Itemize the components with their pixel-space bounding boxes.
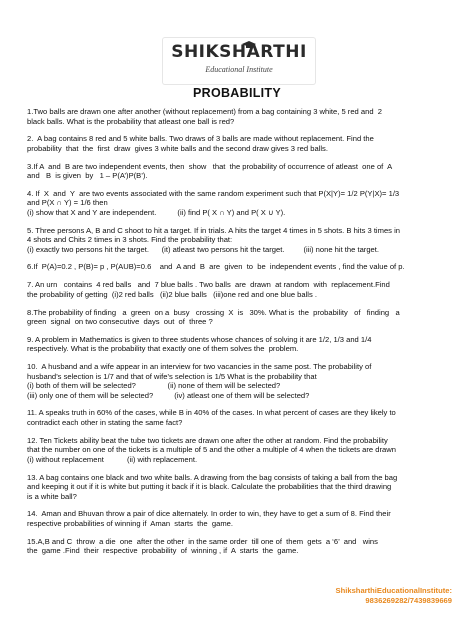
question-line: (i) exactly two persons hit the target. (it) atleast two persons hit the target. (iii) none hit the target. — [27, 244, 380, 254]
question-line: 13. A bag contains one black and two white balls. A drawing from the bag consists of taking a ball from the bag — [27, 472, 398, 482]
question-line: (i) without replacement (ii) with replacement. — [27, 454, 198, 464]
question-line: 12. Ten Tickets ability beat the tube two tickets are drawn one after the other at random. Find the probability — [27, 435, 388, 445]
question-item — [27, 362, 455, 400]
footer-phone: 9836269282/7439839669 — [365, 596, 452, 605]
question-item — [27, 134, 455, 153]
question-line: (i) show that X and Y are independent. (ii) find P( X ∩ Y) and P( X ∪ Y). — [27, 207, 286, 217]
question-item — [27, 280, 455, 299]
question-item — [27, 107, 455, 126]
question-line: 15.A,B and C throw a die one after the other in the same order till one of them gets a ‘6’ and wins — [27, 536, 378, 546]
question-line: 2. A bag contains 8 red and 5 white balls. Two draws of 3 balls are made without replacement. Find the — [27, 134, 374, 144]
question-line: 14. Aman and Bhuvan throw a pair of dice alternately. In order to win, they have to get a sum of 8. Find their — [27, 509, 391, 519]
question-item — [27, 408, 455, 427]
question-line: and keeping it out if it is white but putting it back if it is black. Calculate the probabilities that the third drawing — [27, 482, 392, 492]
question-line: is a white ball? — [27, 491, 77, 501]
question-line: contradict each other in stating the same fact? — [27, 417, 183, 427]
question-line: the game .Find their respective probability of winning , if A starts the game. — [27, 546, 299, 556]
question-line: (iii) only one of them will be selected? (iv) atleast one of them will be selected? — [27, 390, 310, 400]
question-line: green signal on two consecutive days out of three ? — [27, 317, 213, 327]
question-line: respective probabilities of winning if Aman starts the game. — [27, 518, 233, 528]
question-line: 10. A husband and a wife appear in an interview for two vacancies in the same post. The probability of — [27, 362, 372, 372]
institute-logo — [163, 38, 315, 84]
question-line: 7. An urn contains 4 red balls and 7 blue balls . Two balls are drawn at random with replacement.Find — [27, 280, 390, 290]
question-line: and B is given by 1 – P(A’)P(B’). — [27, 171, 148, 181]
contact-footer — [336, 586, 452, 606]
question-item — [27, 509, 455, 528]
question-item — [27, 262, 455, 272]
question-line: black balls. What is the probability that atleast one ball is red? — [27, 116, 235, 126]
question-line: (i) both of them will be selected? (ii) none of them will be selected? — [27, 381, 281, 391]
question-line: 11. A speaks truth in 60% of the cases, while B in 40% of the cases. In what percent of cases are they likely to — [27, 408, 396, 418]
footer-institute: ShiksharthiEducationalInstitute: — [335, 586, 452, 595]
logo-tagline: Educational Institute — [205, 65, 273, 74]
question-item — [27, 308, 455, 327]
question-line: 1.Two balls are drawn one after another (without replacement) from a bag containing 3 white, 5 red and 2 — [27, 107, 383, 116]
question-line: 6.If P(A)=0.2 , P(B)= p , P(AUB)=0.6 and A and B are given to be independent events , find the value of p. — [27, 262, 405, 272]
question-line: 5. Three persons A, B and C shoot to hit a target. If in trials. A hits the target 4 times in 5 shots. B hits 3 times in — [27, 225, 400, 235]
question-item — [27, 226, 455, 255]
logo-name: SHIKSHARTHI — [171, 42, 307, 62]
question-item — [27, 189, 455, 218]
question-line: and P(X ∩ Y) = 1/6 then — [27, 198, 108, 208]
question-line: 9. A problem in Mathematics is given to three students whose chances of solving it are 1/2, 1/3 and 1/4 — [27, 334, 372, 344]
question-line: probability that the first draw gives 3 white balls and the second draw gives 3 red balls. — [27, 143, 328, 153]
question-item — [27, 473, 455, 502]
question-line: the probability of getting (i)2 red balls (ii)2 blue balls (iii)one red and one blue balls . — [27, 289, 317, 299]
question-line: 4 shots and Chits 2 times in 3 shots. Find the probability that: — [27, 235, 233, 245]
question-item — [27, 436, 455, 465]
question-item — [27, 162, 455, 181]
question-item — [27, 335, 455, 354]
page-title: PROBABILITY — [192, 86, 282, 100]
question-line: husband’s selection is 1/7 and that of wife’s selection is 1/5 What is the probability that — [27, 371, 317, 381]
question-line: 4. If X and Y are two events associated with the same random experiment such that P(X|Y)= 1/2 P(Y|X)= 1/3 — [27, 188, 400, 198]
question-item — [27, 537, 455, 556]
question-line: that the number on one of the tickets is a multiple of 5 and the other a multiple of 4 when the tickets are drawn — [27, 445, 396, 455]
question-line: respectively. What is the probability that exactly one of them solves the problem. — [27, 344, 299, 354]
question-list — [27, 107, 455, 564]
question-line: 3.If A and B are two independent events, then show that the probability of occurrence of atleast one of A — [27, 161, 393, 171]
question-line: 8.The probability of finding a green on a busy crossing X is 30%. What is the probability of finding a — [27, 307, 400, 317]
